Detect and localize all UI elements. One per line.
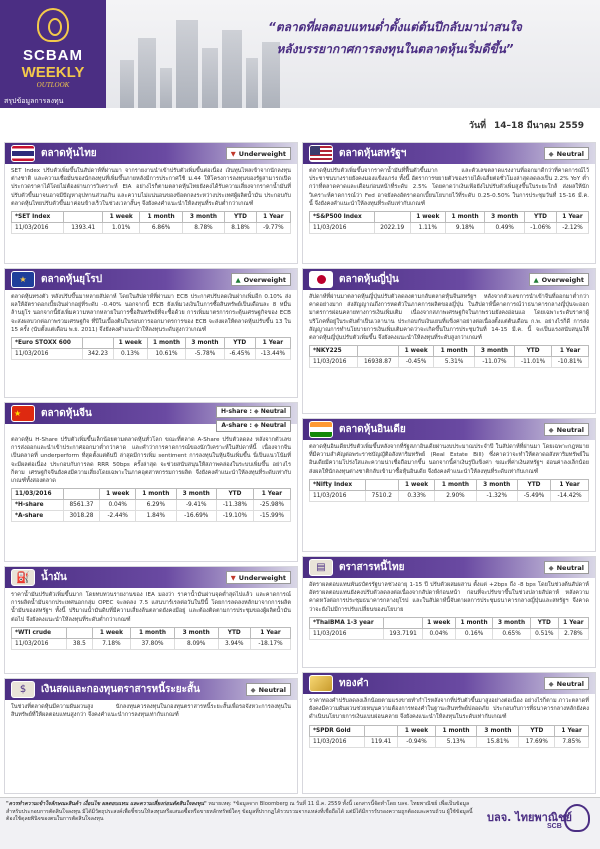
view-badge bbox=[544, 423, 589, 436]
col-1-week: 1 week bbox=[398, 479, 434, 490]
performance-table bbox=[11, 627, 291, 650]
row-name: *Euro STOXX 600 bbox=[12, 338, 83, 349]
performance-table bbox=[309, 211, 589, 234]
card-header bbox=[5, 567, 297, 588]
col-1-week: 1 week bbox=[102, 212, 139, 223]
gold-bar-icon bbox=[309, 675, 333, 692]
scbam-logo-icon bbox=[37, 8, 69, 42]
view-badge bbox=[226, 147, 291, 160]
card-india-equity bbox=[302, 418, 596, 552]
cell-1y: -18.17% bbox=[251, 638, 291, 649]
col-ytd: YTD bbox=[224, 338, 255, 349]
arrow-neutral-icon: ◆ bbox=[253, 422, 259, 429]
card-china-equity bbox=[4, 402, 298, 562]
arrow-neutral-icon: ◆ bbox=[548, 426, 554, 434]
cell-3m: 8.78% bbox=[182, 223, 224, 234]
cell-1m: 10.61% bbox=[147, 349, 185, 360]
card-thai-bond bbox=[302, 556, 596, 668]
card-header bbox=[5, 143, 297, 164]
table-row bbox=[12, 500, 291, 511]
col-ytd: YTD bbox=[218, 627, 251, 638]
cell-1y: -10.81% bbox=[552, 357, 589, 368]
cell-ytd: -11.38% bbox=[216, 500, 253, 511]
col-ytd: YTD bbox=[225, 212, 257, 223]
performance-table bbox=[309, 617, 589, 640]
table-row bbox=[12, 223, 291, 234]
arrow-neutral-icon: ◆ bbox=[548, 680, 554, 688]
card-thai-equity bbox=[4, 142, 298, 264]
cell-3m: -16.69% bbox=[176, 511, 216, 522]
cell-date: 11/03/2016 bbox=[12, 638, 67, 649]
header-quote bbox=[205, 16, 585, 60]
card-text: สัปดาห์ที่ผ่านมาตลาดหุ้นญี่ปุ่นปรับตัวลดลงตามกลับตลาดหุ้นจีนสหรัฐฯ หลังจากตัวเลขการนำเข้าจีนที่ออกมาต่ำกว่าคาดอย่างมาก ส่งสัญญาณถึงการหดตัวในภาคการผลิตของญี่ปุ่น ในสัปดาห์นี้คาดการณ์ว่าธนาคารกลางญี่ปุ่นจะออกมาตรการผ่อนคลายทางการเงินเพิ่มเติม เนื่องจากสภาพเศรษฐกิจในภาพรวมยังคงอ่อนแอ โดยเฉพาะระดับราคาผู้บริโภคที่อยู่ในระดับต่ำเป็นเวลานาน ประกอบกับเงินเยนที่แข็งค่าอย่างต่อเนื่องตั้งแต่ต้นเดือน ก.พ. อย่างไรก็ดี การส่งสัญญาณการทำนโยบายการเงินเพิ่มเติมคาดว่าจะเกิดขึ้นในการประชุมวันที่ 14-15 มี.ค. นี้ จะเป็นแรงสนับสนุนให้ตลาดหุ้นญี่ปุ่นปรับตัวเพิ่มขึ้น จึงยังคงแนะนำให้ลงทุนที่ระดับสูงกว่าเกณฑ์ bbox=[309, 294, 589, 342]
cell-date: 11/03/2016 bbox=[310, 628, 384, 639]
table-row bbox=[310, 223, 589, 234]
table-date: 11/03/2016 bbox=[12, 489, 64, 500]
view-badge-a-share bbox=[216, 420, 291, 432]
cell-1y: -2.12% bbox=[556, 223, 588, 234]
row-name: *SPDR Gold bbox=[310, 725, 365, 736]
col-3-month: 3 month bbox=[182, 212, 224, 223]
card-text: อัตราผลตอบแทนพันธบัตรรัฐบาลช่วงอายุ 1-15 ปี ปรับตัวผสมผสาน ตั้งแต่ +2bps ถึง -8 bps โดยในช่วงต้นสัปดาห์อัตราผลตอบแทนยังคงปรับตัวลดลงต่อเนื่องจากสัปดาห์ก่อนหน้า ก่อนที่จะปรับขาขึ้นในช่วงปลายสัปดาห์ หลังความคาดหวังต่อการประชุมธนาคารกลางยุโรป และในสัปดาห์นี้จับตาผลการประชุมธนาคารกลางญี่ปุ่นและสหรัฐฯ จึงคาดว่าจะยังไม่มีการปรับเปลี่ยนของนโยบาย bbox=[309, 582, 589, 613]
col-ytd: YTD bbox=[216, 489, 253, 500]
col-1-week: 1 week bbox=[100, 489, 136, 500]
cell-ytd: -1.06% bbox=[525, 223, 557, 234]
col-1-month: 1 month bbox=[136, 489, 176, 500]
view-badge bbox=[246, 683, 291, 696]
cell-date: 11/03/2016 bbox=[310, 736, 365, 747]
card-title: เงินสดและกองทุนตราสารหนี้ระยะสั้น bbox=[41, 684, 200, 695]
col-ytd: YTD bbox=[530, 617, 558, 628]
card-text: ในช่วงที่ตลาดหุ้นมีความผันผวนสูง นักลงทุนควรลงทุนในกองทุนตราสารหนี้ระยะสั้นเพื่อรอจังหวะการลงทุนในสินทรัพย์ที่ให้ผลตอบแทนสูงกว่า จึงคงคำแนะนำการลงทุนเท่ากับเกณฑ์ bbox=[11, 704, 291, 719]
col-1-week: 1 week bbox=[410, 212, 445, 223]
performance-table bbox=[11, 488, 291, 522]
card-header bbox=[303, 269, 595, 290]
cell-1m: 1.84% bbox=[136, 511, 176, 522]
col-ytd: YTD bbox=[515, 346, 552, 357]
scb-name: บลจ. ไทยพาณิชย์ bbox=[487, 811, 572, 824]
card-gold bbox=[302, 672, 596, 794]
date-label: วันที่ bbox=[468, 121, 487, 131]
table-row bbox=[12, 349, 291, 360]
col-3-month: 3 month bbox=[493, 617, 531, 628]
cell-3m: -9.41% bbox=[176, 500, 216, 511]
col-ytd: YTD bbox=[519, 725, 555, 736]
cell-3m: -1.32% bbox=[476, 490, 517, 501]
cell-3m: 0.65% bbox=[493, 628, 531, 639]
brand-panel bbox=[0, 0, 106, 108]
cell-3m: 15.81% bbox=[477, 736, 519, 747]
col-3-month: 3 month bbox=[476, 479, 517, 490]
cell-1w: 1.11% bbox=[410, 223, 445, 234]
performance-table bbox=[309, 725, 589, 748]
card-header bbox=[303, 557, 595, 578]
table-row bbox=[310, 490, 589, 501]
cell-1y: -25.98% bbox=[253, 500, 290, 511]
cell-1y: 2.78% bbox=[558, 628, 588, 639]
brand-weekly: WEEKLY bbox=[21, 64, 85, 81]
oil-pump-icon: ⛽ bbox=[11, 569, 35, 586]
view-label: Overweight bbox=[541, 276, 584, 284]
view-badge bbox=[529, 273, 589, 286]
cell-1m: 5.13% bbox=[435, 736, 477, 747]
scb-short: SCB bbox=[547, 823, 562, 830]
col-3-month: 3 month bbox=[176, 489, 216, 500]
arrow-down-icon: ▼ bbox=[230, 574, 236, 582]
col-1-month: 1 month bbox=[434, 346, 474, 357]
card-header bbox=[303, 143, 595, 164]
row-name: *SET Index bbox=[12, 212, 64, 223]
view-badge bbox=[544, 561, 589, 574]
cell-1w: -0.45% bbox=[398, 357, 434, 368]
cell-1w: -0.94% bbox=[398, 736, 435, 747]
col-1-month: 1 month bbox=[147, 338, 185, 349]
cell-ytd: -11.01% bbox=[515, 357, 552, 368]
cell-ytd: 0.51% bbox=[530, 628, 558, 639]
scb-logo-icon bbox=[564, 804, 590, 832]
card-title: ตลาดหุ้นสหรัฐฯ bbox=[339, 148, 407, 159]
a-share-label: A-share : bbox=[221, 422, 252, 429]
thai-flag-icon bbox=[11, 145, 35, 162]
card-text: ตลาดหุ้นอินเดียปรับตัวเพิ่มขึ้นหลังจากที่รัฐสภาอินเดียผ่านงบประมาณประจำปี ในสัปดาห์ที่ผ่านมา โดยเฉพาะกฎหมายที่มีความสำคัญต่อพระราชบัญญัติอสังหาริมทรัพย์ (Real Estate Bill) ซึ่งคาดว่าจะทำให้ตลาดอสังหาริมทรัพย์ในอินเดียมีความโปร่งใสและความน่าเชื่อถือมากขึ้น นอกจากนี้ค่าเงินรูปีแข็งค่า ขณะที่ค่าเงินสหรัฐฯ อ่อนค่าลงเล็กน้อย ส่งผลให้นักลงทุนต่างชาติกลับเข้ามาซื้อหุ้นอินเดีย จึงยังคงคำแนะนำให้ลงทุนที่ระดับเท่ากับเกณฑ์ bbox=[309, 444, 589, 475]
card-header bbox=[303, 673, 595, 694]
cell-1w: 0.04% bbox=[100, 500, 136, 511]
view-label: Underweight bbox=[238, 150, 286, 158]
cell-1m: 2.90% bbox=[435, 490, 476, 501]
cell-level: 2022.19 bbox=[374, 223, 410, 234]
cell-1w: 1.01% bbox=[102, 223, 139, 234]
col-1-year: 1 Year bbox=[251, 627, 291, 638]
col-ytd: YTD bbox=[525, 212, 557, 223]
performance-table bbox=[11, 337, 291, 360]
cell-1w: 0.33% bbox=[398, 490, 434, 501]
cell-1m: 9.18% bbox=[445, 223, 485, 234]
cell-1m: 6.29% bbox=[136, 500, 176, 511]
cell-level: 7510.2 bbox=[365, 490, 398, 501]
japan-flag-icon bbox=[309, 271, 333, 288]
col-1-week: 1 week bbox=[113, 338, 147, 349]
col-1-month: 1 month bbox=[435, 479, 476, 490]
cell-ytd: -5.49% bbox=[517, 490, 550, 501]
report-date bbox=[469, 118, 584, 132]
cell-1y: -13.44% bbox=[255, 349, 290, 360]
h-share-label: H-share : bbox=[220, 408, 252, 415]
arrow-up-icon: ▲ bbox=[533, 276, 539, 284]
cell-3m: -5.78% bbox=[186, 349, 224, 360]
card-us-equity bbox=[302, 142, 596, 264]
card-text: ราคาน้ำมันปรับตัวเพิ่มขึ้นมาก โดยทบทวนรายงานของ IEA มองว่า ราคาน้ำมันผ่านจุดต่ำสุดไปแล้ว และคาดการณ์การผลิตน้ำมันจากประเทศนอกกลุ่ม OPEC จะลดลง 7.5 แสนบาร์เรลต่อวันในปีนี้ โดยการลดลงหลักมาจากการผลิตน้ำมันของสหรัฐฯ ทั้งนี้ ปริมาณน้ำมันดิบที่มีความเสี่ยงล้นตลาดยังคงมีอยู่ และต้องติดตามการประชุมของผู้ผลิตน้ำมันต่อไป จึงยังคงแนะนำให้ลงทุนที่ระดับต่ำกว่าเกณฑ์ bbox=[11, 592, 291, 623]
card-title: ตลาดหุ้นจีน bbox=[41, 408, 92, 419]
col-1-week: 1 week bbox=[422, 617, 455, 628]
disclaimer-warning: "ควรทำความเข้าใจลักษณะสินค้า เงื่อนไข ผลตอบแทน และความเสี่ยงก่อนตัดสินใจลงทุน" bbox=[6, 801, 207, 807]
cell-1w: 0.13% bbox=[113, 349, 147, 360]
disclaimer-text: หมายเหตุ: *ข้อมูลจาก Bloomberg ณ วันที่ 11 มี.ค. 2559 ทั้งนี้ เอกสารนี้จัดทำโดย บลจ. ไทยพาณิชย์ เพื่อเป็นข้อมูลสำหรับประกอบการตัดสินใจลงทุน มิได้มีวัตถุประสงค์เพื่อชี้ชวนให้ลงทุนหรือเสนอซื้อหรือขายหลักทรัพย์ใดๆ ข้อมูลที่ปรากฏได้รวบรวมจากแหล่งที่เชื่อถือได้ แต่มิได้มีการรับรองความถูกต้องและครบถ้วน ผู้ใช้ข้อมูลนี้ต้องใช้ดุลยพินิจของตนในการตัดสินใจลงทุน bbox=[6, 801, 473, 823]
cell-level: 342.23 bbox=[82, 349, 113, 360]
arrow-neutral-icon: ◆ bbox=[548, 150, 554, 158]
a-share-view: Neutral bbox=[260, 422, 286, 429]
card-europe-equity bbox=[4, 268, 298, 398]
performance-table bbox=[309, 479, 589, 502]
cell-1w: 7.18% bbox=[92, 638, 131, 649]
cell-3m: 0.49% bbox=[485, 223, 525, 234]
row-name: *Nifty Index bbox=[310, 479, 366, 490]
col-3-month: 3 month bbox=[186, 338, 224, 349]
view-label: Underweight bbox=[238, 574, 286, 582]
col-1-month: 1 month bbox=[131, 627, 175, 638]
date-value: 14–18 มีนาคม 2559 bbox=[494, 121, 584, 131]
cell-1y: -15.99% bbox=[253, 511, 290, 522]
performance-table bbox=[11, 211, 291, 234]
col-1-week: 1 week bbox=[398, 725, 435, 736]
view-label: Neutral bbox=[556, 426, 584, 434]
table-row bbox=[310, 736, 589, 747]
cell-level: 119.41 bbox=[364, 736, 398, 747]
col-1-year: 1 Year bbox=[255, 338, 290, 349]
col-3-month: 3 month bbox=[485, 212, 525, 223]
table-row bbox=[310, 628, 589, 639]
card-title: ตลาดหุ้นญี่ปุ่น bbox=[339, 274, 399, 285]
cell-level: 193.7191 bbox=[384, 628, 422, 639]
cell-level: 16938.87 bbox=[357, 357, 398, 368]
card-title: ตราสารหนี้ไทย bbox=[339, 562, 405, 573]
card-text: ราคาทองคำปรับลดลงเล็กน้อยตามแรงขายทำกำไรหลังจากที่ปรับตัวขึ้นมาสูงอย่างต่อเนื่อง อย่างไรก็ตาม ภาวะตลาดที่ยังคงมีความผันผวนช่วยหนุนความต้องการทองคำในฐานะสินทรัพย์ปลอดภัย ประกอบกับการที่ธนาคารกลางหลักยังคงดำเนินนโยบายการเงินแบบผ่อนคลาย จึงยังคงแนะนำให้ลงทุนในระดับเท่ากับเกณฑ์ bbox=[309, 698, 589, 721]
view-badge bbox=[544, 677, 589, 690]
cell-1w: 0.04% bbox=[422, 628, 455, 639]
table-row bbox=[310, 357, 589, 368]
col-1-month: 1 month bbox=[455, 617, 493, 628]
quote-line-1: “ตลาดที่ผลตอบแทนต่ำตั้งแต่ต้นปีกลับมาน่าสนใจ bbox=[268, 20, 522, 34]
performance-table bbox=[309, 345, 589, 368]
view-label: Neutral bbox=[556, 150, 584, 158]
col-1-year: 1 Year bbox=[555, 725, 589, 736]
col-3-month: 3 month bbox=[477, 725, 519, 736]
india-flag-icon bbox=[309, 421, 333, 438]
cell-1w: -2.44% bbox=[100, 511, 136, 522]
card-cash-short-term-bond bbox=[4, 678, 298, 794]
cell-name: *A-share bbox=[12, 511, 64, 522]
eu-flag-icon: ★ bbox=[11, 271, 35, 288]
cell-1y: -9.77% bbox=[256, 223, 290, 234]
col-1-year: 1 Year bbox=[256, 212, 290, 223]
col-1-year: 1 Year bbox=[551, 479, 589, 490]
col-1-year: 1 Year bbox=[253, 489, 290, 500]
cell-ytd: 3.94% bbox=[218, 638, 251, 649]
cell-ytd: -19.10% bbox=[216, 511, 253, 522]
cell-ytd: 8.18% bbox=[225, 223, 257, 234]
cell-3m: 8.09% bbox=[174, 638, 218, 649]
col-1-year: 1 Year bbox=[552, 346, 589, 357]
table-row bbox=[12, 638, 291, 649]
h-share-view: Neutral bbox=[260, 408, 286, 415]
card-text: ตลาดหุ้น H-Share ปรับตัวเพิ่มขึ้นเล็กน้อยตามตลาดหุ้นทั่วโลก ขณะที่ตลาด A-Share ปรับตัวลดลง หลังจากตัวเลขการส่งออกและนำเข้าประกาศออกมาต่ำกว่าคาด และคำว่าการคาดการณ์ของนักวิเคราะห์ในสัปดาห์นี้ เนื่องจากจีนเป็นตลาดที่ underperform ที่สุดตั้งแต่ต้นปี ล่าสุดมีการเพิ่ม sentiment การลงทุนในหุ้นจีนเพิ่มขึ้น นี่เป็นแนวโน้มที่จะมีผลต่อเนื่อง ประกอบกับการลด RRR 50bps ครั้งล่าสุด จะช่วยสนับสนุนให้สภาพคล่องในระบบเพิ่มขึ้น อย่างไรก็ตาม เศรษฐกิจจีนยังคงมีความเสี่ยงโดยเฉพาะในภาคอุตสาหกรรมการผลิต จึงยังคงคำแนะนำให้ลงทุนที่ระดับเท่ากับเกณฑ์ทั้งสองตลาด bbox=[11, 437, 291, 485]
cell-1m: 0.16% bbox=[455, 628, 493, 639]
disclaimer bbox=[6, 801, 476, 824]
card-title: ตลาดหุ้นอินเดีย bbox=[339, 424, 406, 435]
col-1-month: 1 month bbox=[140, 212, 182, 223]
page-footer bbox=[0, 797, 600, 849]
cell-1y: 7.85% bbox=[555, 736, 589, 747]
col-1-year: 1 Year bbox=[558, 617, 588, 628]
row-name: *S&P500 Index bbox=[310, 212, 375, 223]
cell-date: 11/03/2016 bbox=[310, 490, 366, 501]
arrow-neutral-icon: ◆ bbox=[250, 686, 256, 694]
card-title: น้ำมัน bbox=[41, 572, 67, 583]
cell-level: 8561.37 bbox=[63, 500, 100, 511]
cell-1m: 6.86% bbox=[140, 223, 182, 234]
cell-level: 1393.41 bbox=[64, 223, 103, 234]
view-badge bbox=[226, 571, 291, 584]
card-header bbox=[5, 269, 297, 290]
col-1-week: 1 week bbox=[398, 346, 434, 357]
cash-coins-icon: $ bbox=[11, 681, 35, 698]
arrow-up-icon: ▲ bbox=[235, 276, 241, 284]
bond-document-icon: ▤ bbox=[309, 559, 333, 576]
cell-level: 38.5 bbox=[67, 638, 93, 649]
cell-date: 11/03/2016 bbox=[12, 349, 83, 360]
card-text: SET Index ปรับตัวเพิ่มขึ้นในสัปดาห์ที่ผ่านมา จากรายงานนำเข้าปรับตัวเพิ่มขึ้นต่อเนื่อง เงินทุนไหลเข้าจากนักลงทุนต่างชาติ และความเชื่อมั่นของนักลงทุนที่เพิ่มขึ้นภายหลังมีการประกาศใช้ ม.44 ให้โครงการลงทุนของรัฐสามารถเปิดประกวดราคาได้โดยไม่ต้องผ่านการวิเคราะห์ EIA อย่างไรก็ตามตลาดหุ้นไทยยังคงได้รับความเสี่ยงจากราคาน้ำมันที่ปรับตัวขึ้นมาจนอาจมีปัญหาอุปทานส่วนเกิน และความไม่แน่นอนของข้อตกลงระหว่างประเทศผู้ผลิตน้ำมัน ประกอบกับตลาดหุ้นไทยปรับตัวขึ้นมาค่อนข้างเร็วในช่วงเวลาสั้นๆ จึงยังคงคำแนะนำให้ลงทุนที่ระดับต่ำกว่าเกณฑ์ bbox=[11, 168, 291, 207]
cell-3m: -11.07% bbox=[474, 357, 514, 368]
col-1-year: 1 Year bbox=[556, 212, 588, 223]
col-1-week: 1 week bbox=[92, 627, 131, 638]
page-header bbox=[0, 0, 600, 108]
row-name: *NKY225 bbox=[310, 346, 358, 357]
cell-1m: 37.80% bbox=[131, 638, 175, 649]
us-flag-icon bbox=[309, 145, 333, 162]
arrow-neutral-icon: ◆ bbox=[253, 408, 259, 415]
col-3-month: 3 month bbox=[174, 627, 218, 638]
card-text: ตลาดหุ้นทรงตัว หลังปรับขึ้นมาหลายสัปดาห์ โดยในสัปดาห์ที่ผ่านมา ECB ประกาศปรับลดเงินฝากเพิ่มอีก 0.10% ส่งผลให้อัตราดอกเบี้ยเงินฝากอยู่ที่ระดับ -0.40% นอกจากนี้ ECB ยังเพิ่มวงเงินในการซื้อสินทรัพย์เป็นเดือนละ 8 หมื่นล้านยูโร นอกจากนี้ยังเพิ่มความหลากหลายในการซื้อสินทรัพย์ที่จะซื้อด้วย การเพิ่มมาตรการกระตุ้นเศรษฐกิจของ ECB จะส่งผลบวกต่อภาพรวมเศรษฐกิจ ที่ปีในเบื้องต้นในรอบการออกมาตรการของ ECB จะส่งผลให้ตลาดหุ้นปรับขึ้น 13 ใน 15 ครั้ง (นับตั้งแต่เดือน พ.ย. 2011) จึงยังคงคำแนะนำให้ลงทุนระดับสูงกว่าเกณฑ์ bbox=[11, 294, 291, 333]
arrow-neutral-icon: ◆ bbox=[548, 564, 554, 572]
row-name: *WTI crude bbox=[12, 627, 67, 638]
brand-name: SCBAM bbox=[23, 47, 83, 64]
brand-subtitle: สรุปข้อมูลการลงทุน bbox=[4, 97, 64, 105]
china-flag-icon: ★ bbox=[11, 405, 35, 422]
cell-name: *H-share bbox=[12, 500, 64, 511]
view-label: Neutral bbox=[556, 680, 584, 688]
cell-date: 11/03/2016 bbox=[310, 357, 358, 368]
card-oil bbox=[4, 566, 298, 674]
card-japan-equity bbox=[302, 268, 596, 414]
card-title: ตลาดหุ้นยุโรป bbox=[41, 274, 103, 285]
col-ytd: YTD bbox=[517, 479, 550, 490]
card-title: ตลาดหุ้นไทย bbox=[41, 148, 97, 159]
view-label: Neutral bbox=[556, 564, 584, 572]
arrow-down-icon: ▼ bbox=[230, 150, 236, 158]
card-text: ตลาดหุ้นปรับตัวเพิ่มขึ้นจากราคาน้ำมันที่ฟื้นตัวขึ้นมาก และตัวเลขตลาดแรงงานที่ออกมาดีกว่าที่คาดการณ์ไว้ ประชาชนบางรายยังคงมองแข็งแกร่ง ทั้งนี้ อัตราการขยายตัวของรายได้เฉลี่ยต่อชั่วโมงล่าสุดลดลงเป็น 2.2% YoY ต่ำกว่าที่ตลาดคาดและเดือนก่อนหน้าที่ระดับ 2.5% โดยคาดว่าเงินเฟ้อยังไม่ปรับตัวเพิ่มสูงขึ้นในระยะใกล้ ส่งผลให้นักวิเคราะห์คาดการณ์ว่า Fed อาจยังคงอัตราดอกเบี้ยนโยบายไว้ที่ระดับ 0.25-0.50% ในการประชุมวันที่ 15-16 มี.ค. นี้ จึงยังคงคำแนะนำให้ลงทุนที่ระดับเท่ากับเกณฑ์ bbox=[309, 168, 589, 207]
view-badge bbox=[231, 273, 291, 286]
card-title: ทองคำ bbox=[339, 678, 369, 689]
col-3-month: 3 month bbox=[474, 346, 514, 357]
view-label: Overweight bbox=[243, 276, 286, 284]
col-1-month: 1 month bbox=[445, 212, 485, 223]
view-badge-h-share bbox=[216, 406, 291, 418]
card-header bbox=[303, 419, 595, 440]
card-header bbox=[5, 679, 297, 700]
cell-1y: -14.42% bbox=[551, 490, 589, 501]
view-label: Neutral bbox=[258, 686, 286, 694]
cell-1m: 5.31% bbox=[434, 357, 474, 368]
cell-ytd: -6.45% bbox=[224, 349, 255, 360]
view-badge bbox=[544, 147, 589, 160]
quote-line-2: หลังบรรยากาศการลงทุนในตลาดหุ้นเริ่มดีขึ้น” bbox=[276, 42, 514, 56]
row-name: *ThaiBMA 1-3 year bbox=[310, 617, 384, 628]
cell-date: 11/03/2016 bbox=[310, 223, 375, 234]
cell-date: 11/03/2016 bbox=[12, 223, 64, 234]
table-row bbox=[12, 511, 291, 522]
brand-outlook: OUTLOOK bbox=[36, 81, 70, 89]
cell-level: 3018.28 bbox=[63, 511, 100, 522]
col-1-month: 1 month bbox=[435, 725, 477, 736]
cell-ytd: 17.69% bbox=[519, 736, 555, 747]
